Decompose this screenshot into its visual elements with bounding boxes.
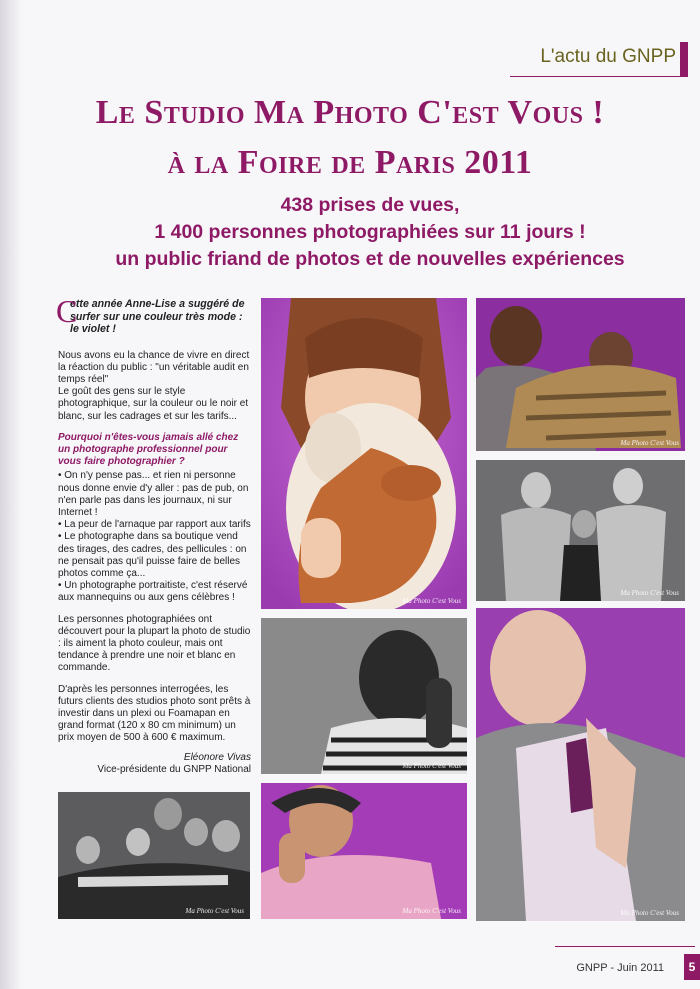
paragraph: D'après les personnes interrogées, les futurs clients des studios photo sont prêts à investir dans un plexi ou Foamapan en grand format (120 x 80 cm minimum) un prix moyen de 500 à 600 € maximum. xyxy=(58,683,251,744)
page-binding-edge xyxy=(0,0,22,989)
bullet-item: • Le photographe dans sa boutique vend des tirages, des cadres, des pellicules : on ne pensait pas qu'il puisse faire de belles photos comme ça... xyxy=(58,531,247,579)
photo-watermark: Ma Photo C'est Vous xyxy=(402,907,461,915)
paragraph-text: Le goût des gens sur le style photographique, sur la couleur ou le noir et blanc, sur les cadrages et sur les tarifs... xyxy=(58,386,249,422)
headline-line-2: à la Foire de Paris 2011 xyxy=(167,144,533,181)
subheadline-line: 1 400 personnes photographiées sur 11 jours ! xyxy=(154,221,586,243)
signature xyxy=(58,752,251,776)
paragraph xyxy=(58,350,251,423)
section-header xyxy=(508,42,688,76)
signature-name: Eléonore Vivas xyxy=(183,751,251,763)
photo-girl-with-plush-dog-image xyxy=(261,298,467,609)
question-heading: Pourquoi n'êtes-vous jamais allé chez un photographe professionnel pour vous faire photographier ? xyxy=(58,431,239,468)
photo-family-bw xyxy=(58,792,250,919)
subheadline-line: un public friand de photos et de nouvelles expériences xyxy=(115,248,625,270)
photo-trio-bw-image xyxy=(476,460,685,601)
section-accent-bar xyxy=(680,42,688,76)
paragraph: Les personnes photographiées ont découvert pour la plupart la photo de studio : ils aiment la photo couleur, mais ont tendance à prendre une noir et blanc en commande. xyxy=(58,613,251,674)
headline-line-1: Le Studio Ma Photo C'est Vous ! xyxy=(95,94,605,131)
subheadline-line: 438 prises de vues, xyxy=(280,194,460,216)
article-column xyxy=(56,293,251,776)
section-rule xyxy=(510,76,688,77)
article-lead xyxy=(56,293,251,336)
photo-watermark: Ma Photo C'est Vous xyxy=(402,597,461,605)
subheadline xyxy=(60,192,680,273)
photo-watermark: Ma Photo C'est Vous xyxy=(620,589,679,597)
photo-family-bw-image xyxy=(58,792,250,919)
photo-watermark: Ma Photo C'est Vous xyxy=(620,909,679,917)
footer-issue: GNPP - Juin 2011 xyxy=(576,962,664,974)
page-number: 5 xyxy=(684,954,700,980)
footer-rule xyxy=(555,946,695,947)
bullet-list xyxy=(58,470,251,604)
photo-mother-and-baby-image xyxy=(476,298,685,451)
photo-mother-and-baby xyxy=(476,298,685,451)
photo-man-pink-shirt xyxy=(261,783,467,919)
drop-cap: C xyxy=(56,293,78,329)
bullet-item: • La peur de l'arnaque par rapport aux tarifs xyxy=(58,519,251,531)
bullet-item: • Un photographe portraitiste, c'est réservé aux mannequins ou aux gens célèbres ! xyxy=(58,580,248,604)
photo-watermark: Ma Photo C'est Vous xyxy=(185,907,244,915)
photo-watermark: Ma Photo C'est Vous xyxy=(402,762,461,770)
paragraph-text: Nous avons eu la chance de vivre en direct la réaction du public : "un véritable audit en temps réel" xyxy=(58,349,250,385)
photo-girl-with-plush-dog xyxy=(261,298,467,609)
photo-bald-man-tie-image xyxy=(476,608,685,921)
bullet-item: • On n'y pense pas... et rien ni personne nous donne envie d'y aller : pas de pub, on n'en parle pas dans les journaux, ni sur Internet ! xyxy=(58,470,249,518)
photo-trio-bw xyxy=(476,460,685,601)
lead-text: ette année Anne-Lise a suggéré de surfer sur une couleur très mode : le violet ! xyxy=(70,298,245,335)
signature-role: Vice-présidente du GNPP National xyxy=(97,763,251,775)
photo-man-pink-shirt-image xyxy=(261,783,467,919)
photo-man-portrait-bw-image xyxy=(261,618,467,774)
photo-bald-man-tie xyxy=(476,608,685,921)
photo-watermark: Ma Photo C'est Vous xyxy=(620,439,679,447)
section-label: L'actu du GNPP xyxy=(540,46,676,67)
photo-man-portrait-bw xyxy=(261,618,467,774)
